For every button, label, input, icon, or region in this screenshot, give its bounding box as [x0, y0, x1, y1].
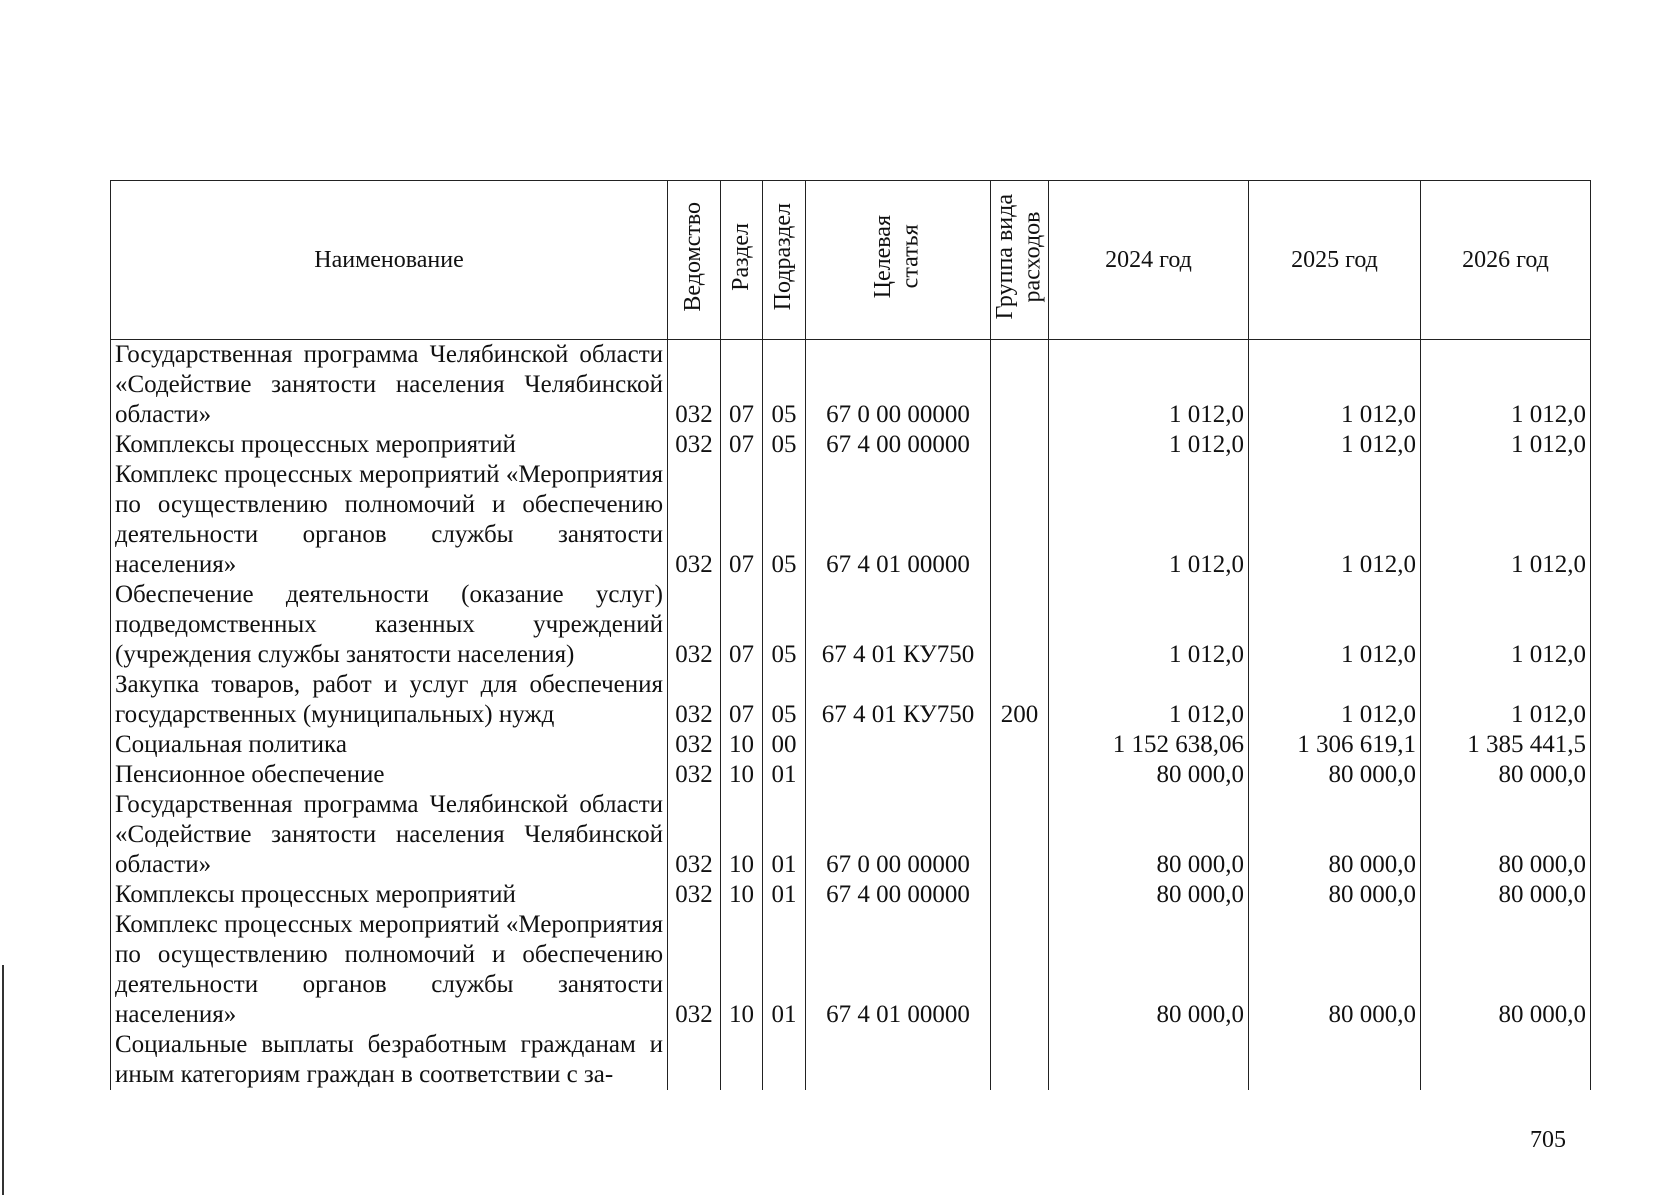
cell-vedomstvo: 032 [668, 910, 721, 1030]
cell-amount-2024: 80 000,0 [1049, 790, 1249, 880]
cell-vedomstvo: 032 [668, 580, 721, 670]
cell-amount-2024: 80 000,0 [1049, 760, 1249, 790]
table-row [111, 430, 1591, 460]
cell-amount-2024: 1 012,0 [1049, 340, 1249, 431]
cell-razdel: 10 [721, 730, 763, 760]
cell-vedomstvo: 032 [668, 790, 721, 880]
header-celevaya-statya: Целевая статья [806, 181, 991, 340]
cell-celevaya-statya: 67 0 00 00000 [806, 790, 991, 880]
cell-name: Пенсионное обеспечение [111, 760, 668, 790]
table-row [111, 580, 1591, 670]
cell-name: Комплекс процессных мероприятий «Мероприятия по осуществлению полномочий и обеспечению деятельности органов службы занятости населения» [111, 910, 668, 1030]
cell-vedomstvo: 032 [668, 430, 721, 460]
header-razdel: Раздел [721, 181, 763, 340]
cell-vedomstvo: 032 [668, 670, 721, 730]
cell-vedomstvo: 032 [668, 730, 721, 760]
cell-name: Государственная программа Челябинской области «Содействие занятости населения Челябинской области» [111, 340, 668, 431]
cell-celevaya-statya: 67 4 00 00000 [806, 430, 991, 460]
table-header [111, 181, 1591, 340]
cell-gruppa [991, 760, 1049, 790]
cell-gruppa [991, 1030, 1049, 1090]
cell-podrazdel: 05 [763, 580, 806, 670]
cell-podrazdel: 05 [763, 670, 806, 730]
cell-amount-2026: 80 000,0 [1421, 760, 1591, 790]
cell-amount-2024: 1 152 638,06 [1049, 730, 1249, 760]
cell-name: Комплексы процессных мероприятий [111, 430, 668, 460]
cell-razdel: 07 [721, 670, 763, 730]
cell-vedomstvo: 032 [668, 460, 721, 580]
table-row [111, 790, 1591, 880]
cell-celevaya-statya [806, 730, 991, 760]
cell-podrazdel: 01 [763, 910, 806, 1030]
cell-amount-2025: 1 012,0 [1249, 460, 1421, 580]
table-row [111, 880, 1591, 910]
cell-gruppa [991, 880, 1049, 910]
page-number: 705 [1530, 1127, 1566, 1153]
cell-celevaya-statya: 67 4 01 00000 [806, 910, 991, 1030]
cell-celevaya-statya [806, 1030, 991, 1090]
cell-podrazdel: 01 [763, 880, 806, 910]
cell-podrazdel: 01 [763, 760, 806, 790]
budget-table [110, 180, 1591, 1090]
cell-celevaya-statya: 67 4 00 00000 [806, 880, 991, 910]
cell-podrazdel: 05 [763, 460, 806, 580]
cell-razdel: 10 [721, 790, 763, 880]
cell-amount-2025: 80 000,0 [1249, 760, 1421, 790]
cell-podrazdel [763, 1030, 806, 1090]
cell-name: Социальные выплаты безработным гражданам и иным категориям граждан в соответствии с за- [111, 1030, 668, 1090]
cell-amount-2025: 1 012,0 [1249, 670, 1421, 730]
cell-amount-2024: 1 012,0 [1049, 430, 1249, 460]
header-year-2025: 2025 год [1249, 181, 1421, 340]
cell-celevaya-statya [806, 760, 991, 790]
cell-amount-2026: 1 012,0 [1421, 580, 1591, 670]
cell-amount-2026: 1 012,0 [1421, 670, 1591, 730]
cell-gruppa [991, 340, 1049, 431]
cell-amount-2024: 1 012,0 [1049, 670, 1249, 730]
cell-name: Обеспечение деятельности (оказание услуг) подведомственных казенных учреждений (учреждения службы занятости населения) [111, 580, 668, 670]
cell-gruppa [991, 730, 1049, 760]
cell-podrazdel: 00 [763, 730, 806, 760]
table-row [111, 340, 1591, 431]
cell-amount-2024: 1 012,0 [1049, 460, 1249, 580]
cell-amount-2024: 80 000,0 [1049, 880, 1249, 910]
cell-amount-2025 [1249, 1030, 1421, 1090]
cell-name: Социальная политика [111, 730, 668, 760]
table-row [111, 460, 1591, 580]
cell-amount-2024: 1 012,0 [1049, 580, 1249, 670]
cell-amount-2026: 1 012,0 [1421, 460, 1591, 580]
header-vedomstvo: Ведомство [668, 181, 721, 340]
cell-amount-2026: 80 000,0 [1421, 880, 1591, 910]
cell-name: Государственная программа Челябинской области «Содействие занятости населения Челябинской области» [111, 790, 668, 880]
table-row [111, 910, 1591, 1030]
cell-gruppa: 200 [991, 670, 1049, 730]
cell-razdel: 07 [721, 580, 763, 670]
cell-celevaya-statya: 67 4 01 00000 [806, 460, 991, 580]
cell-amount-2026: 1 012,0 [1421, 340, 1591, 431]
cell-gruppa [991, 910, 1049, 1030]
cell-amount-2025: 1 012,0 [1249, 430, 1421, 460]
cell-vedomstvo: 032 [668, 340, 721, 431]
cell-amount-2025: 1 012,0 [1249, 580, 1421, 670]
table-row [111, 760, 1591, 790]
cell-celevaya-statya: 67 0 00 00000 [806, 340, 991, 431]
cell-amount-2026: 1 385 441,5 [1421, 730, 1591, 760]
cell-razdel: 10 [721, 880, 763, 910]
cell-vedomstvo: 032 [668, 760, 721, 790]
scan-edge-mark [2, 965, 4, 1195]
cell-gruppa [991, 460, 1049, 580]
cell-razdel [721, 1030, 763, 1090]
table-row [111, 1030, 1591, 1090]
table-body [111, 340, 1591, 1091]
header-year-2026: 2026 год [1421, 181, 1591, 340]
cell-name: Комплексы процессных мероприятий [111, 880, 668, 910]
cell-amount-2025: 80 000,0 [1249, 880, 1421, 910]
cell-razdel: 10 [721, 760, 763, 790]
cell-amount-2026: 80 000,0 [1421, 910, 1591, 1030]
cell-gruppa [991, 580, 1049, 670]
cell-amount-2026: 80 000,0 [1421, 790, 1591, 880]
cell-name: Закупка товаров, работ и услуг для обеспечения государственных (муниципальных) нужд [111, 670, 668, 730]
cell-amount-2024 [1049, 1030, 1249, 1090]
cell-podrazdel: 01 [763, 790, 806, 880]
cell-gruppa [991, 790, 1049, 880]
header-name: Наименование [111, 181, 668, 340]
cell-amount-2025: 1 012,0 [1249, 340, 1421, 431]
table-row [111, 730, 1591, 760]
cell-podrazdel: 05 [763, 430, 806, 460]
cell-razdel: 10 [721, 910, 763, 1030]
cell-amount-2025: 1 306 619,1 [1249, 730, 1421, 760]
header-gruppa-vida-rashodov: Группа вида расходов [991, 181, 1049, 340]
cell-razdel: 07 [721, 460, 763, 580]
cell-celevaya-statya: 67 4 01 КУ750 [806, 580, 991, 670]
header-year-2024: 2024 год [1049, 181, 1249, 340]
cell-celevaya-statya: 67 4 01 КУ750 [806, 670, 991, 730]
cell-amount-2025: 80 000,0 [1249, 790, 1421, 880]
cell-name: Комплекс процессных мероприятий «Мероприятия по осуществлению полномочий и обеспечению деятельности органов службы занятости населения» [111, 460, 668, 580]
cell-razdel: 07 [721, 340, 763, 431]
header-podrazdel: Подраздел [763, 181, 806, 340]
cell-podrazdel: 05 [763, 340, 806, 431]
cell-vedomstvo [668, 1030, 721, 1090]
cell-vedomstvo: 032 [668, 880, 721, 910]
cell-razdel: 07 [721, 430, 763, 460]
cell-amount-2024: 80 000,0 [1049, 910, 1249, 1030]
cell-gruppa [991, 430, 1049, 460]
cell-amount-2026: 1 012,0 [1421, 430, 1591, 460]
table-row [111, 670, 1591, 730]
cell-amount-2025: 80 000,0 [1249, 910, 1421, 1030]
cell-amount-2026 [1421, 1030, 1591, 1090]
